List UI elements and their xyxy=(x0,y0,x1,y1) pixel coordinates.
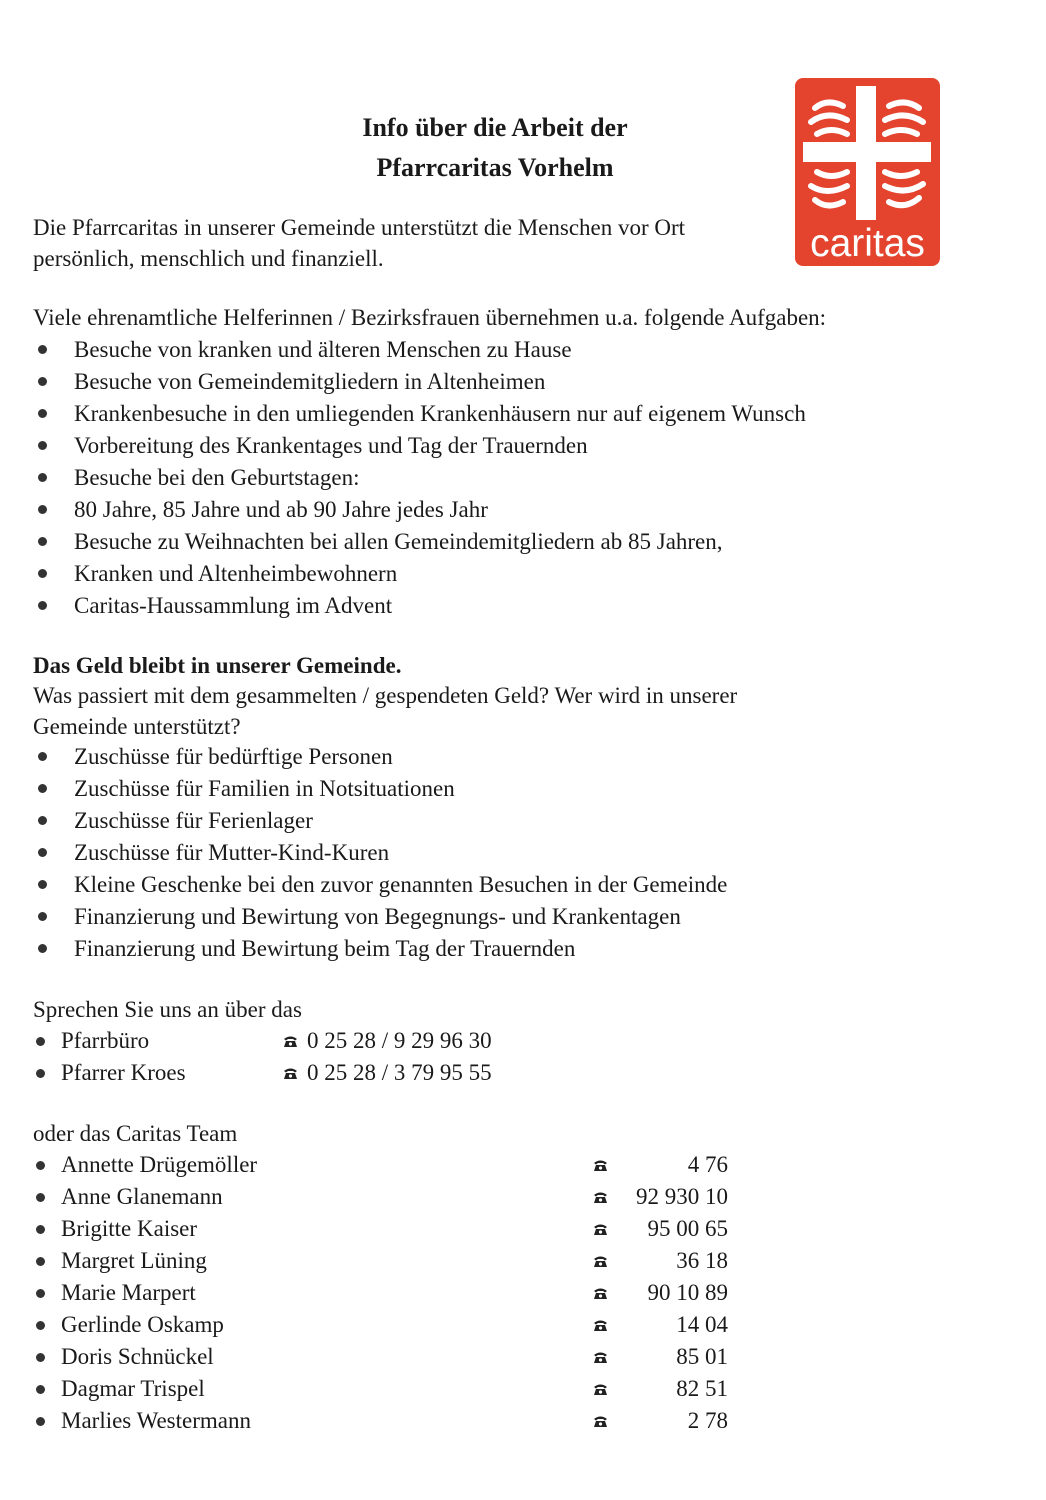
phone-icon xyxy=(593,1383,608,1396)
support-list-item xyxy=(33,869,727,901)
list-item-text: Kranken und Altenheimbewohnern xyxy=(74,561,398,586)
phone-icon xyxy=(593,1191,608,1204)
bullet-icon xyxy=(38,848,47,857)
money-question-line-1: Was passiert mit dem gesammelten / gespendeten Geld? Wer wird in unserer xyxy=(33,683,738,708)
list-item-text: Kleine Geschenke bei den zuvor genannten Besuchen in der Gemeinde xyxy=(74,872,728,897)
contact-name: Doris Schnückel xyxy=(61,1344,214,1369)
task-list-item xyxy=(33,526,806,558)
bullet-icon xyxy=(36,1417,45,1426)
contact-name: Brigitte Kaiser xyxy=(61,1216,198,1241)
task-list-item xyxy=(33,462,806,494)
phone-number: 14 04 xyxy=(676,1312,728,1337)
contact-name: Pfarrbüro xyxy=(61,1028,150,1053)
bullet-icon xyxy=(38,784,47,793)
phone-number: 92 930 10 xyxy=(636,1184,728,1209)
bullet-icon xyxy=(36,1037,45,1046)
support-list-item xyxy=(33,773,727,805)
bullet-icon xyxy=(38,816,47,825)
bullet-icon xyxy=(36,1257,45,1266)
list-item-text: Besuche zu Weihnachten bei allen Gemeindemitgliedern ab 85 Jahren, xyxy=(74,529,723,554)
list-item-text: Besuche von Gemeindemitgliedern in Altenheimen xyxy=(74,369,546,394)
bullet-icon xyxy=(36,1069,45,1078)
list-item-text: Zuschüsse für Familien in Notsituationen xyxy=(74,776,455,801)
money-list xyxy=(33,741,727,965)
support-list-item xyxy=(33,933,727,965)
logo-text: caritas xyxy=(810,222,925,265)
list-item-text: Krankenbesuche in den umliegenden Krankenhäusern nur auf eigenem Wunsch xyxy=(74,401,806,426)
bullet-icon xyxy=(38,441,47,450)
money-question-line-2: Gemeinde unterstützt? xyxy=(33,714,241,739)
list-item-text: Zuschüsse für bedürftige Personen xyxy=(74,744,393,769)
bullet-icon xyxy=(38,880,47,889)
list-item-text: Zuschüsse für Mutter-Kind-Kuren xyxy=(74,840,390,865)
list-item-text: Zuschüsse für Ferienlager xyxy=(74,808,313,833)
contact-name: Dagmar Trispel xyxy=(61,1376,205,1401)
phone-icon xyxy=(593,1255,608,1268)
team-heading: oder das Caritas Team xyxy=(33,1121,238,1146)
bullet-icon xyxy=(38,601,47,610)
phone-icon xyxy=(593,1415,608,1428)
bullet-icon xyxy=(38,377,47,386)
task-list-item xyxy=(33,558,806,590)
bullet-icon xyxy=(38,569,47,578)
support-list-item xyxy=(33,741,727,773)
contact-name: Margret Lüning xyxy=(61,1248,207,1273)
intro-line-2: persönlich, menschlich und finanziell. xyxy=(33,246,384,271)
tasks-list xyxy=(33,334,806,622)
task-list-item xyxy=(33,334,806,366)
bullet-icon xyxy=(36,1193,45,1202)
contact-name: Marie Marpert xyxy=(61,1280,196,1305)
phone-icon xyxy=(593,1159,608,1172)
bullet-icon xyxy=(36,1321,45,1330)
bullet-icon xyxy=(36,1385,45,1394)
task-list-item xyxy=(33,366,806,398)
phone-number: 4 76 xyxy=(687,1152,728,1177)
phone-number: 0 25 28 / 9 29 96 30 xyxy=(307,1028,492,1053)
phone-number: 85 01 xyxy=(676,1344,728,1369)
phone-number: 90 10 89 xyxy=(647,1280,728,1305)
contact-name: Pfarrer Kroes xyxy=(61,1060,186,1085)
money-question xyxy=(33,680,737,742)
support-list-item xyxy=(33,837,727,869)
phone-number: 0 25 28 / 3 79 95 55 xyxy=(307,1060,492,1085)
bullet-icon xyxy=(38,537,47,546)
list-item-text: Finanzierung und Bewirtung beim Tag der Trauernden xyxy=(74,936,576,961)
bullet-icon xyxy=(38,409,47,418)
task-list-item xyxy=(33,590,806,622)
phone-icon xyxy=(593,1351,608,1364)
list-item-text: Besuche von kranken und älteren Menschen zu Hause xyxy=(74,337,572,362)
phone-icon xyxy=(283,1035,298,1048)
phone-icon xyxy=(593,1223,608,1236)
phone-number: 36 18 xyxy=(676,1248,728,1273)
contact-name: Anne Glanemann xyxy=(61,1184,223,1209)
bullet-icon xyxy=(36,1289,45,1298)
bullet-icon xyxy=(38,345,47,354)
support-list-item xyxy=(33,901,727,933)
bullet-icon xyxy=(36,1161,45,1170)
support-list-item xyxy=(33,805,727,837)
contact-name: Gerlinde Oskamp xyxy=(61,1312,224,1337)
contact-name: Annette Drügemöller xyxy=(61,1152,258,1177)
phone-number: 2 78 xyxy=(687,1408,728,1433)
bullet-icon xyxy=(36,1225,45,1234)
list-item-text: Caritas-Haussammlung im Advent xyxy=(74,593,393,618)
phone-number: 95 00 65 xyxy=(647,1216,728,1241)
page-title xyxy=(250,108,740,188)
phone-number: 82 51 xyxy=(676,1376,728,1401)
phone-icon xyxy=(593,1287,608,1300)
intro-line-1: Die Pfarrcaritas in unserer Gemeinde unterstützt die Menschen vor Ort xyxy=(33,215,686,240)
bullet-icon xyxy=(38,944,47,953)
contact-heading: Sprechen Sie uns an über das xyxy=(33,997,302,1022)
bullet-icon xyxy=(38,473,47,482)
list-item-text: 80 Jahre, 85 Jahre und ab 90 Jahre jedes Jahr xyxy=(74,497,488,522)
phone-icon xyxy=(283,1067,298,1080)
list-item-text: Finanzierung und Bewirtung von Begegnungs- und Krankentagen xyxy=(74,904,681,929)
title-line-1: Info über die Arbeit der xyxy=(362,113,628,142)
task-list-item xyxy=(33,430,806,462)
bullet-icon xyxy=(38,752,47,761)
list-item-text: Besuche bei den Geburtstagen: xyxy=(74,465,360,490)
list-item-text: Vorbereitung des Krankentages und Tag der Trauernden xyxy=(74,433,588,458)
phone-icon xyxy=(593,1319,608,1332)
bullet-icon xyxy=(38,505,47,514)
task-list-item xyxy=(33,494,806,526)
intro-paragraph xyxy=(33,212,685,274)
bullet-icon xyxy=(36,1353,45,1362)
bullet-icon xyxy=(38,912,47,921)
title-line-2: Pfarrcaritas Vorhelm xyxy=(376,153,614,182)
money-heading: Das Geld bleibt in unserer Gemeinde. xyxy=(33,653,402,678)
contact-name: Marlies Westermann xyxy=(61,1408,251,1433)
tasks-heading: Viele ehrenamtliche Helferinnen / Bezirksfrauen übernehmen u.a. folgende Aufgaben: xyxy=(33,305,827,330)
caritas-logo xyxy=(795,78,940,266)
task-list-item xyxy=(33,398,806,430)
